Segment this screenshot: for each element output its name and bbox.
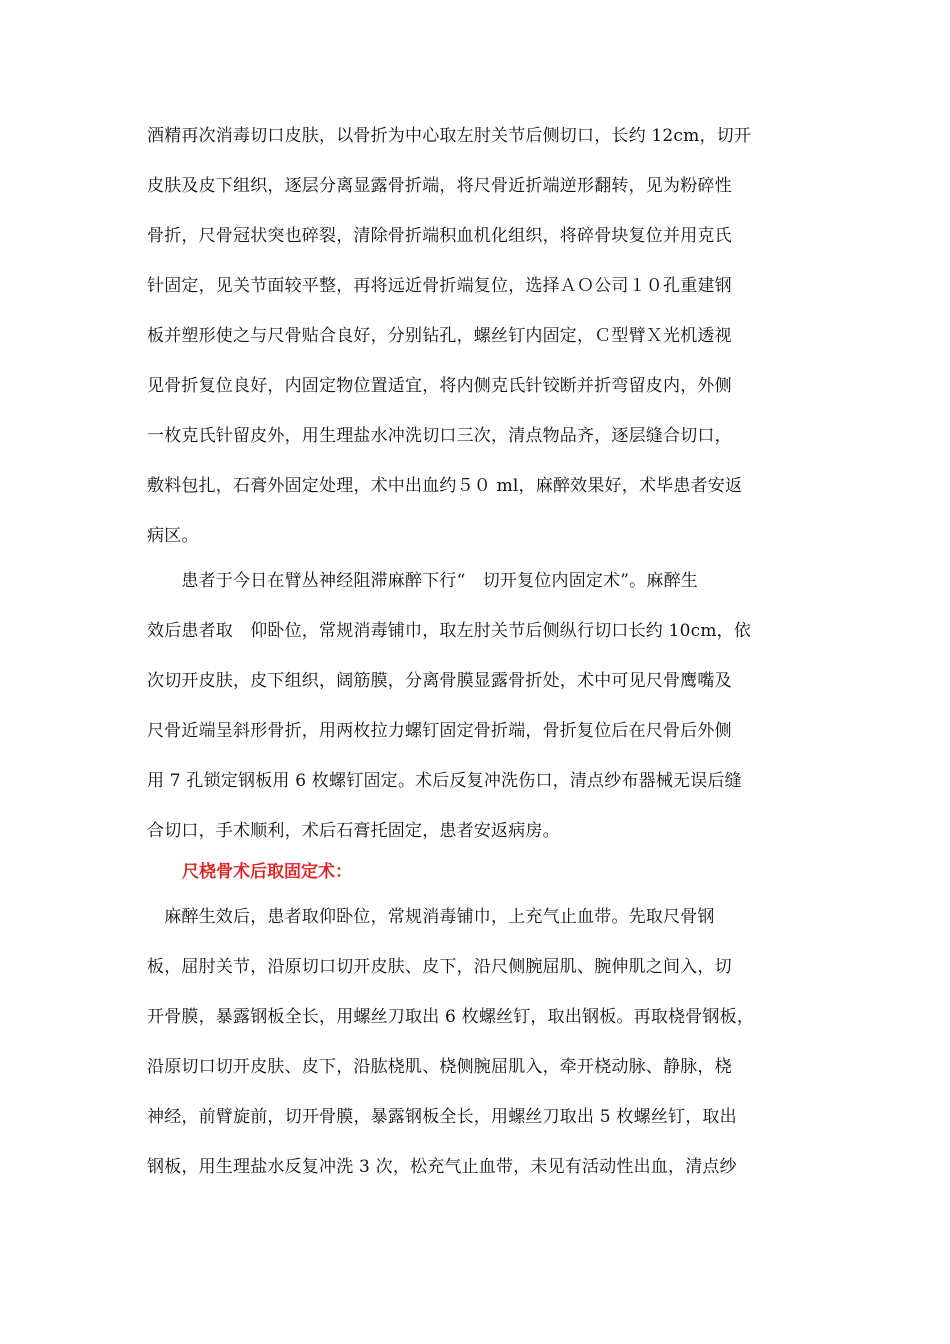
paragraph-1-line-6: 见骨折复位良好，内固定物位置适宜，将内侧克氏针铰断并折弯留皮内，外侧 [147, 376, 732, 396]
paragraph-2-line-6: 合切口，手术顺利，术后石膏托固定，患者安返病房。 [147, 821, 560, 841]
paragraph-2-line-5: 用 7 孔锁定钢板用 6 枚螺钉固定。术后反复冲洗伤口，清点纱布器械无误后缝 [147, 771, 742, 791]
paragraph-1-line-9: 病区。 [147, 526, 199, 546]
paragraph-1-line-4: 针固定，见关节面较平整，再将远近骨折端复位，选择ＡＯ公司１０孔重建钢 [147, 276, 732, 296]
paragraph-1-line-5: 板并塑形使之与尺骨贴合良好，分别钻孔，螺丝钉内固定，Ｃ型臂Ｘ光机透视 [147, 326, 732, 346]
paragraph-3-line-6: 钢板，用生理盐水反复冲洗 3 次，松充气止血带，未见有活动性出血，清点纱 [147, 1157, 737, 1177]
paragraph-1-line-1: 酒精再次消毒切口皮肤，以骨折为中心取左肘关节后侧切口，长约 12cm，切开 [147, 126, 752, 146]
paragraph-3-line-2: 板，屈肘关节，沿原切口切开皮肤、皮下，沿尺侧腕屈肌、腕伸肌之间入，切 [147, 957, 732, 977]
paragraph-2-line-4: 尺骨近端呈斜形骨折，用两枚拉力螺钉固定骨折端，骨折复位后在尺骨后外侧 [147, 721, 732, 741]
paragraph-3-line-1: 麻醉生效后，患者取仰卧位，常规消毒铺巾，上充气止血带。先取尺骨钢 [147, 907, 715, 927]
paragraph-1-line-2: 皮肤及皮下组织，逐层分离显露骨折端，将尺骨近折端逆形翻转，见为粉碎性 [147, 176, 732, 196]
paragraph-1-line-3: 骨折，尺骨冠状突也碎裂，清除骨折端积血机化组织，将碎骨块复位并用克氏 [147, 226, 732, 246]
paragraph-3-line-5: 神经，前臂旋前，切开骨膜，暴露钢板全长，用螺丝刀取出 5 枚螺丝钉，取出 [147, 1107, 737, 1127]
paragraph-2-line-3: 次切开皮肤，皮下组织，阔筋膜，分离骨膜显露骨折处，术中可见尺骨鹰嘴及 [147, 671, 732, 691]
paragraph-1-line-8: 敷料包扎，石膏外固定处理，术中出血约５０ ml，麻醉效果好，术毕患者安返 [147, 476, 743, 496]
paragraph-1-line-7: 一枚克氏针留皮外，用生理盐水冲洗切口三次，清点物品齐，逐层缝合切口， [147, 426, 732, 446]
section-heading: 尺桡骨术后取固定术： [182, 862, 352, 882]
paragraph-2-line-2: 效后患者取 仰卧位，常规消毒铺巾，取左肘关节后侧纵行切口长约 10cm，依 [147, 621, 752, 641]
paragraph-2-line-1: 患者于今日在臂丛神经阻滞麻醉下行“ 切开复位内固定术”。麻醉生 [147, 571, 698, 591]
paragraph-3-line-3: 开骨膜，暴露钢板全长，用螺丝刀取出 6 枚螺丝钉，取出钢板。再取桡骨钢板， [147, 1007, 755, 1027]
paragraph-3-line-4: 沿原切口切开皮肤、皮下，沿肱桡肌、桡侧腕屈肌入，牵开桡动脉、静脉，桡 [147, 1057, 732, 1077]
